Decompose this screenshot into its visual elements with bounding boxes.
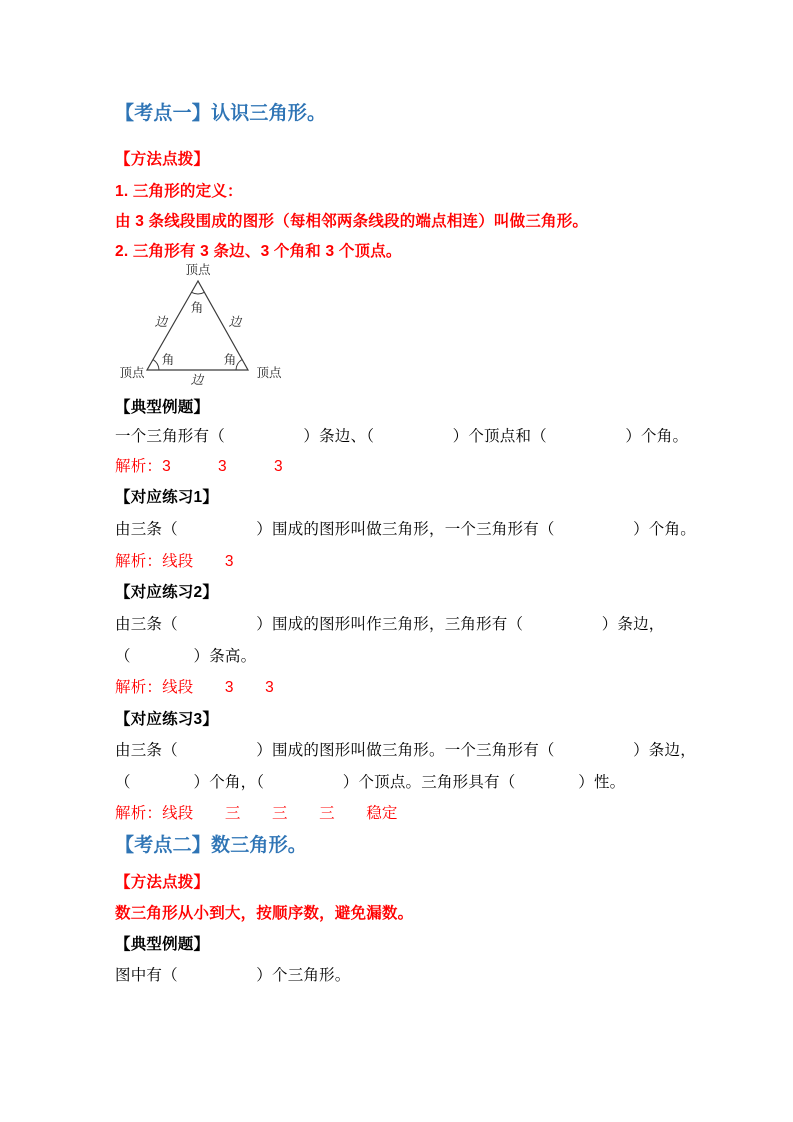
- side-label-left: 边: [154, 314, 168, 329]
- practice2-question-line1: 由三条（ ）围成的图形叫作三角形，三角形有（ ）条边，: [115, 616, 665, 633]
- practice2-title: 【对应练习2】: [115, 584, 219, 601]
- heading-kaodian2: 【考点二】数三角形。: [115, 835, 308, 856]
- practice3-question-line1: 由三条（ ）围成的图形叫做三角形。一个三角形有（ ）条边，: [115, 742, 696, 759]
- method-line-counting: 数三角形从小到大，按顺序数，避免漏数。: [115, 905, 414, 922]
- example-title-kaodian2: 【典型例题】: [115, 936, 210, 953]
- angle-arc-bottom-right: [236, 360, 242, 371]
- example-title-kaodian1: 【典型例题】: [115, 399, 210, 416]
- example-question: 一个三角形有（ ）条边、（ ）个顶点和（ ）个角。: [115, 428, 689, 445]
- practice2-answer: 解析：线段 3 3: [115, 679, 274, 696]
- triangle-figure-svg: [106, 257, 294, 391]
- triangle-diagram: [106, 257, 294, 391]
- practice3-answer: 解析：线段 三 三 三 稳定: [115, 805, 398, 822]
- method-line-definition: 1. 三角形的定义：: [115, 183, 243, 200]
- practice3-question-line2: （ ）个角，（ ）个顶点。三角形具有（ ）性。: [115, 774, 626, 791]
- method-title-kaodian2: 【方法点拨】: [115, 874, 210, 891]
- method-title-kaodian1: 【方法点拨】: [115, 151, 210, 168]
- angle-arc-bottom-left: [153, 360, 159, 370]
- practice2-question-line2: （ ）条高。: [115, 648, 257, 665]
- angle-arc-top: [192, 292, 205, 294]
- method-line-definition-body: 由 3 条线段围成的图形（每相邻两条线段的端点相连）叫做三角形。: [115, 213, 589, 230]
- side-label-right: 边: [228, 314, 242, 329]
- method-line-parts: 2. 三角形有 3 条边、3 个角和 3 个顶点。: [115, 243, 402, 260]
- example-answer: 解析：3 3 3: [115, 458, 283, 475]
- practice1-answer: 解析：线段 3: [115, 553, 234, 570]
- practice3-title: 【对应练习3】: [115, 711, 219, 728]
- angle-label-top: 角: [190, 300, 204, 315]
- angle-label-bottom-left: 角: [161, 352, 175, 367]
- practice1-title: 【对应练习1】: [115, 489, 219, 506]
- heading-kaodian1: 【考点一】认识三角形。: [115, 103, 327, 124]
- vertex-label-top: 顶点: [185, 262, 211, 277]
- side-label-bottom: 边: [190, 372, 204, 387]
- example2-question: 图中有（ ）个三角形。: [115, 967, 351, 984]
- vertex-label-bottom-right: 顶点: [256, 365, 282, 380]
- angle-label-bottom-right: 角: [223, 352, 237, 367]
- vertex-label-bottom-left: 顶点: [119, 365, 145, 380]
- practice1-question: 由三条（ ）围成的图形叫做三角形，一个三角形有（ ）个角。: [115, 521, 696, 538]
